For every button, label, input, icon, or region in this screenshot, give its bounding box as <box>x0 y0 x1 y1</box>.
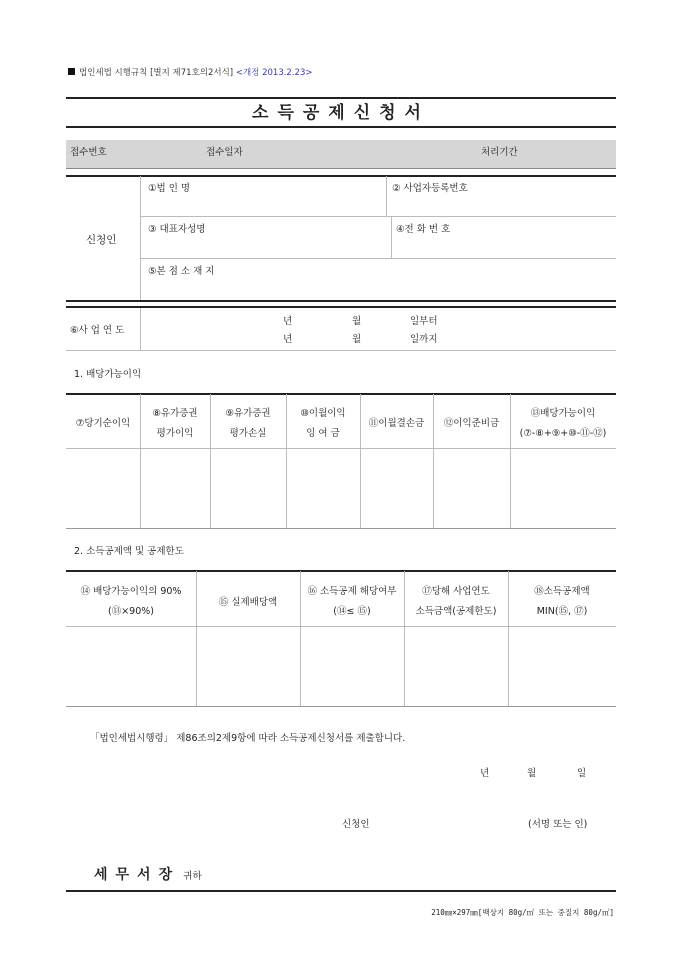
signature-note: (서명 또는 인) <box>528 819 588 830</box>
phone-label: ④전 화 번 호 <box>396 224 451 235</box>
declaration-text: 「법인세법시행령」 제86조의2제9항에 따라 소득공제신청서를 제출합니다. <box>90 733 406 744</box>
declaration-year: 년 <box>480 768 490 779</box>
declaration-month: 월 <box>527 768 537 779</box>
divider <box>66 448 616 449</box>
table1-header: ⑦당기순이익 <box>75 418 131 429</box>
biz-reg-no-label: ② 사업자등록번호 <box>392 183 468 194</box>
table1-header: 평가손실 <box>229 428 267 439</box>
table2-header: ⑱소득공제액 <box>534 586 590 597</box>
divider <box>66 350 616 351</box>
table1-header: (⑦-⑧+⑨+⑩-⑪-⑫) <box>519 428 607 439</box>
corp-name-label: ①법 인 명 <box>148 183 191 194</box>
applicant-label: 신청인 <box>86 234 117 246</box>
divider <box>66 570 616 572</box>
paper-spec: 210㎜×297㎜[백상지 80g/㎡ 또는 중질지 80g/㎡] <box>431 908 614 917</box>
divider <box>66 890 616 892</box>
divider <box>66 126 616 128</box>
divider <box>66 626 616 627</box>
divider <box>196 571 197 706</box>
section1-title: 1. 배당가능이익 <box>74 369 142 380</box>
table2-header: 소득금액(공제한도) <box>415 606 497 617</box>
receipt-number-label: 접수번호 <box>70 147 107 158</box>
addressee <box>94 864 202 884</box>
amendment-note: <개정 2013.2.23> <box>235 68 313 78</box>
representative-label: ③ 대표자성명 <box>148 224 206 235</box>
business-year-label: ⑥사 업 연 도 <box>70 325 125 336</box>
divider <box>66 306 616 308</box>
page-title: 소득공제신청서 <box>252 103 430 123</box>
divider <box>140 258 616 259</box>
table1-header: ⑪이월결손금 <box>368 418 425 429</box>
divider <box>140 176 141 300</box>
to-day: 일까지 <box>410 334 438 345</box>
to-month: 월 <box>352 334 362 345</box>
table2-header: ⑮ 실제배당액 <box>218 597 278 608</box>
table2-header: ⑭ 배당가능이익의 90% <box>80 586 182 597</box>
table2-header: (⑬×90%) <box>108 606 154 617</box>
table2-header: (⑭≤ ⑮) <box>333 606 371 617</box>
divider <box>66 168 616 169</box>
applicant-signature-label: 신청인 <box>342 819 370 830</box>
table2-header: ⑰당해 사업연도 <box>422 586 490 597</box>
receipt-date-label: 접수일자 <box>206 147 243 158</box>
addressee-suffix: 귀하 <box>183 871 202 882</box>
divider <box>66 175 616 177</box>
from-day: 일부터 <box>410 316 438 327</box>
tax-office-chief: 세무서장 <box>94 867 181 883</box>
divider <box>66 300 616 302</box>
processing-period-label: 처리기간 <box>481 147 518 158</box>
table1-header: ⑬배당가능이익 <box>530 408 596 419</box>
table1-header: ⑩이월이익 <box>300 408 346 419</box>
receipt-row <box>66 140 616 168</box>
divider <box>66 528 616 529</box>
table1-header: 잉 여 금 <box>306 428 340 439</box>
divider <box>386 176 387 216</box>
divider <box>140 216 616 217</box>
from-year: 년 <box>283 316 293 327</box>
table1-header: ⑫이익준비금 <box>443 418 500 429</box>
form-ref-text: 법인세법 시행규칙 [별지 제71호의2서식] <box>79 68 234 78</box>
table2-header: MIN(⑮, ⑰) <box>536 606 588 617</box>
divider <box>66 706 616 707</box>
divider <box>140 308 141 350</box>
hq-address-label: ⑤본 점 소 재 지 <box>148 266 215 277</box>
from-month: 월 <box>352 316 362 327</box>
table1-header: ⑧유가증권 <box>152 408 198 419</box>
table1-header: 평가이익 <box>156 428 194 439</box>
square-bullet-icon <box>68 68 75 75</box>
table1-header: ⑨유가증권 <box>225 408 271 419</box>
form-reference <box>68 66 312 78</box>
divider <box>66 393 616 395</box>
declaration-day: 일 <box>577 768 587 779</box>
table2-header: ⑯ 소득공제 해당여부 <box>307 586 397 597</box>
to-year: 년 <box>283 334 293 345</box>
divider <box>391 216 392 258</box>
section2-title: 2. 소득공제액 및 공제한도 <box>74 546 184 557</box>
